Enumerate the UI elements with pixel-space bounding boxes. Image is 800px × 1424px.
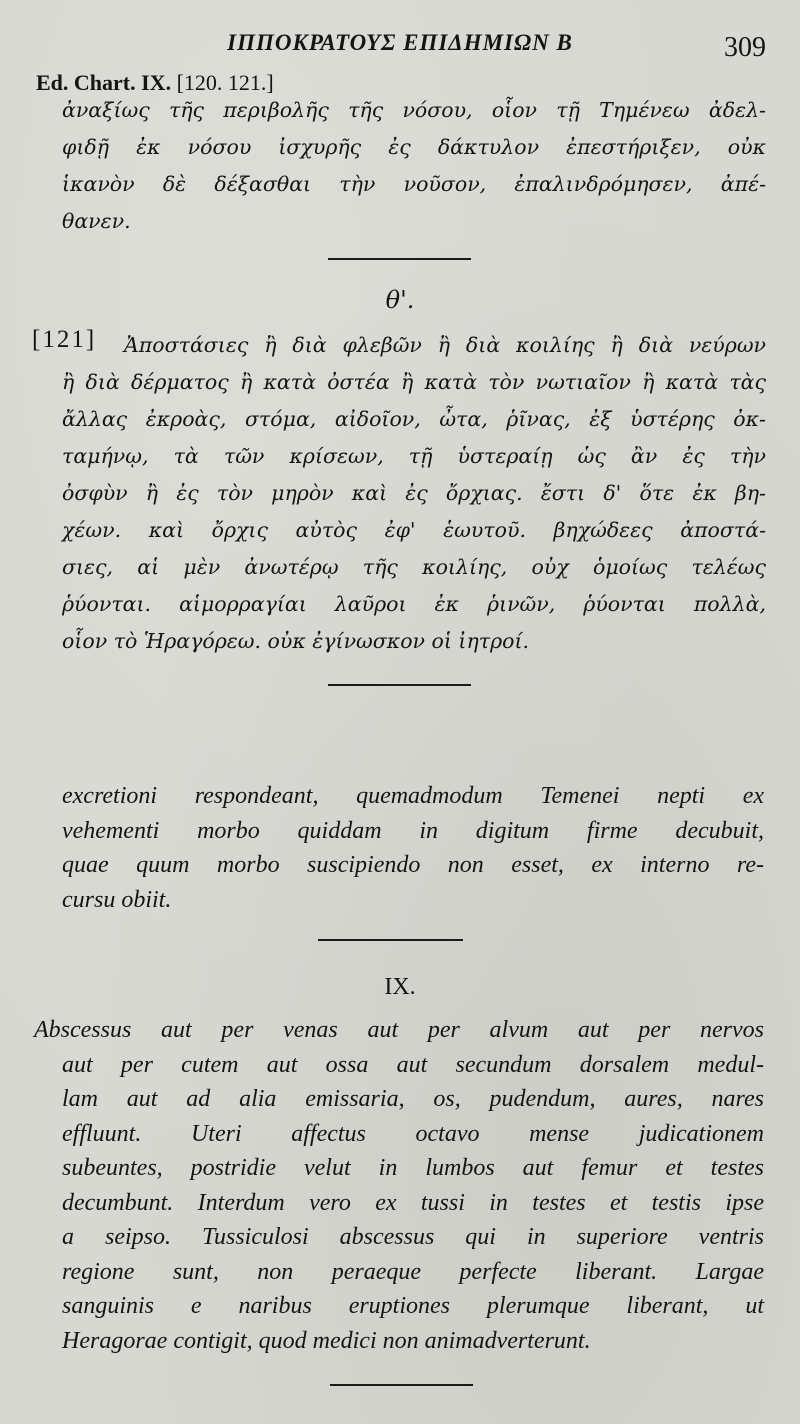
latin-line: cursu obiit. [62,886,172,913]
greek-section-numeral: θ'. [385,286,415,314]
greek-line: φιδῇ ἐκ νόσου ἰσχυρῆς ἐς δάκτυλον ἐπεστήριξεν, οὐκ [62,135,766,159]
greek-line: ῥύονται. αἱμορραγίαι λαῦροι ἐκ ῥινῶν, ῥύονται πολλὰ, [62,592,766,616]
latin-line: aut per cutem aut ossa aut secundum dorsalem medul- [62,1051,764,1078]
running-head [0,28,800,64]
section-divider [318,939,463,941]
latin-line: effluunt. Uteri affectus octavo mense judicationem [62,1120,764,1147]
latin-section-numeral: IX. [384,974,416,1000]
latin-text-continuation [62,779,764,917]
greek-line: ταμήνῳ, τὰ τῶν κρίσεων, τῇ ὑστεραίῃ ὡς ἂν ἐς τὴν [62,444,766,468]
latin-line: Heragorae contigit, quod medici non animadverterunt. [62,1327,591,1354]
latin-line: quae quum morbo suscipiendo non esset, ex interno re- [62,852,764,878]
greek-line: ἄλλας ἐκροὰς, στόμα, αἰδοῖον, ὦτα, ῥῖνας, ἐξ ὑστέρης ὀκ- [62,407,766,431]
latin-line: vehementi morbo quiddam in digitum firme decubuit, [62,817,764,844]
greek-text-section-9 [62,327,766,660]
section-divider [330,1384,473,1386]
latin-line: regione sunt, non peraeque perfecte liberant. Largae [62,1258,764,1285]
latin-line: lam aut ad alia emissaria, os, pudendum, aures, nares [62,1086,764,1112]
greek-line: ἢ διὰ δέρματος ἢ κατὰ ὀστέα ἢ κατὰ τὸν νωτιαῖον ἢ κατὰ τὰς [62,370,766,394]
greek-line: ὀσφὺν ἢ ἐς τὸν μηρὸν καὶ ἐς ὄρχιας. ἔστι δ' ὅτε ἐκ βη- [62,481,766,505]
greek-line: σιες, αἱ μὲν ἀνωτέρῳ τῆς κοιλίης, οὐχ ὁμοίως τελέως [62,555,766,579]
latin-line: subeuntes, postridie velut in lumbos aut femur et testes [62,1155,764,1181]
page-number: 309 [724,32,766,63]
section-divider [328,684,471,686]
greek-line: Ἀποστάσιες ἢ διὰ φλεβῶν ἢ διὰ κοιλίης ἢ διὰ νεύρων [124,333,766,357]
margin-page-reference: [121] [32,326,97,353]
edition-label: Ed. Chart. IX. [36,70,172,95]
greek-line: ἀναξίως τῆς περιβολῆς τῆς νόσου, οἷον τῇ Τημένεω ἀδελ- [62,98,766,122]
running-title: ΙΠΠΟΚΡΑΤΟΥΣ ΕΠΙΔΗΜΙΩΝ Β [227,30,573,55]
edition-pages: [120. 121.] [176,70,274,95]
greek-text-continuation [62,92,766,240]
latin-line: sanguinis e naribus eruptiones plerumque liberant, ut [62,1293,764,1319]
greek-line: ἱκανὸν δὲ δέξασθαι τὴν νοῦσον, ἐπαλινδρόμησεν, ἀπέ- [62,172,766,196]
latin-line: decumbunt. Interdum vero ex tussi in testes et testis ipse [62,1189,764,1216]
latin-text-section-9 [34,1013,764,1358]
greek-line: θανεν. [62,209,131,233]
section-divider [328,258,471,260]
latin-line: a seipso. Tussiculosi abscessus qui in superiore ventris [62,1224,764,1250]
latin-line: excretioni respondeant, quemadmodum Temenei nepti ex [62,783,764,809]
greek-line: οἷον τὸ Ἡραγόρεω. οὐκ ἐγίνωσκον οἱ ἰητροί. [62,629,530,653]
greek-line: χέων. καὶ ὄρχις αὐτὸς ἐφ' ἑωυτοῦ. βηχώδεες ἀποστά- [62,518,766,542]
latin-line: Abscessus aut per venas aut per alvum aut per nervos [34,1017,764,1043]
